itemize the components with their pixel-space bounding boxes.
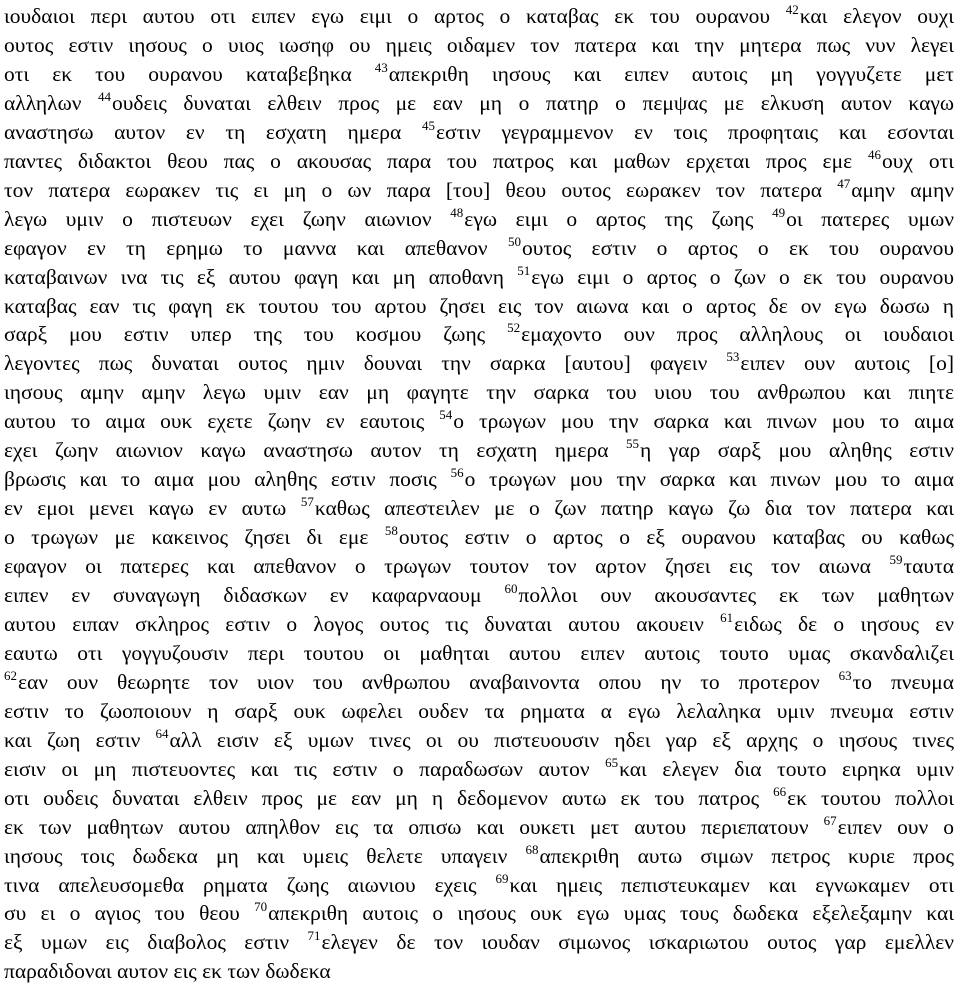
- text-line: [4, 581, 955, 607]
- text-line: [4, 233, 954, 260]
- verse-text: εμαχοντο ουν προς αλληλους οι ιουδαιοι: [521, 322, 954, 347]
- text-line: [4, 262, 954, 289]
- verse-number: 58: [384, 523, 398, 539]
- verse-text: και ελεγον ουχι: [799, 4, 954, 28]
- text-line: [4, 293, 954, 318]
- verse-number: 70: [254, 899, 268, 915]
- verse-text: ο τρωγων μου την σαρκα και πινων μου το αιμα: [464, 467, 954, 492]
- verse-text: τον πατερα εωρακεν τις ει μη ο ων παρα [του] θεου ουτος εωρακεν τον πατερα: [4, 177, 838, 202]
- text-line: [4, 841, 954, 868]
- verse-number: 55: [626, 436, 640, 452]
- text-line: [4, 88, 954, 115]
- verse-text: αμην αμην: [851, 177, 954, 202]
- text-line: [4, 59, 955, 86]
- verse-text: το πνευμα: [852, 669, 954, 694]
- verse-number: 44: [98, 88, 112, 104]
- verse-number: 69: [495, 870, 509, 886]
- text-line: [4, 870, 954, 897]
- text-line: [4, 407, 954, 434]
- verse-text: βρωσις και το αιμα μου αληθης εστιν ποσις: [4, 467, 451, 492]
- verse-number: 56: [450, 465, 464, 481]
- verse-text: ουτος εστιν ο αρτος ο εκ του ουρανου: [521, 235, 954, 260]
- verse-text: αναστησω αυτον εν τη εσχατη ημερα: [4, 119, 422, 144]
- text-line: [4, 382, 954, 404]
- verse-number: 48: [450, 204, 464, 220]
- verse-number: 47: [837, 175, 851, 191]
- text-line: [4, 961, 954, 983]
- verse-text: ουχ οτι: [882, 148, 954, 173]
- text-line: [4, 2, 954, 28]
- verse-number: 61: [720, 609, 734, 625]
- text-line: [4, 320, 954, 347]
- verse-text: απεκριθη αυτοις ο ιησους ουκ εγω υμας τους δωδεκα εξελεξαμην και: [268, 901, 954, 926]
- verse-number: 59: [889, 552, 903, 568]
- verse-number: 50: [507, 233, 521, 249]
- verse-number: 57: [300, 494, 314, 510]
- verse-text: εκ τουτου πολλοι: [787, 785, 954, 810]
- text-line: [4, 523, 954, 550]
- verse-text: εγω ειμι ο αρτος ο ζων ο εκ του ουρανου: [531, 264, 954, 289]
- text-line: [4, 436, 954, 463]
- text-line: [4, 465, 954, 492]
- verse-text: εφαγον εν τη ερημω το μαννα και απεθανον: [4, 235, 508, 260]
- verse-text: ταυτα: [903, 554, 954, 579]
- verse-text: εχει ζωην αιωνιον καγω αναστησω αυτον τη εσχατη ημερα: [4, 438, 627, 463]
- verse-number: 64: [155, 725, 169, 741]
- text-line: [4, 899, 954, 926]
- text-line: [4, 349, 955, 376]
- text-line: [4, 812, 954, 839]
- verse-text: και ζωη εστιν: [4, 727, 156, 752]
- verse-text: εκ των μαθητων αυτου απηλθον εις τα οπισω και ουκετι μετ αυτου περιεπατουν: [4, 814, 824, 839]
- text-line: [4, 32, 954, 57]
- text-line: [4, 204, 955, 231]
- verse-number: 53: [726, 349, 740, 365]
- text-line: [4, 117, 955, 144]
- text-line: [4, 783, 954, 810]
- text-line: [4, 175, 954, 202]
- verse-text: εξ υμων εις διαβολος εστιν: [4, 930, 308, 955]
- text-line: [4, 552, 954, 579]
- verse-text: ελεγεν δε τον ιουδαν σιμωνος ισκαριωτου ουτος γαρ εμελλεν: [321, 930, 954, 955]
- verse-text: εαυτω οτι γογγυζουσιν περι τουτου οι μαθηται αυτου ειπεν αυτοις τουτο υμας σκανδαλιζει: [4, 640, 954, 665]
- verse-text: ο τρωγων μου την σαρκα και πινων μου το αιμα: [453, 409, 954, 434]
- verse-text: αυτου το αιμα ουκ εχετε ζωην εν εαυτοις: [4, 409, 440, 434]
- verse-text: ειπεν ουν αυτοις [ο]: [740, 351, 955, 376]
- verse-text: οτι ουδεις δυναται ελθειν προς με εαν μη η δεδομενον αυτω εκ του πατρος: [4, 785, 774, 810]
- verse-text: εγω ειμι ο αρτος της ζωης: [464, 206, 773, 231]
- verse-text: παντες διδακτοι θεου πας ο ακουσας παρα του πατρος και μαθων ερχεται προς εμε: [4, 148, 869, 173]
- verse-text: σαρξ μου εστιν υπερ της του κοσμου ζωης: [4, 322, 508, 347]
- verse-number: 43: [374, 59, 388, 75]
- verse-text: πολλοι ουν ακουσαντες εκ των μαθητων: [518, 583, 955, 607]
- verse-text: αλληλων: [4, 90, 99, 115]
- text-line: [4, 698, 954, 723]
- verse-text: ιησους τοις δωδεκα μη και υμεις θελετε υπαγειν: [4, 843, 526, 868]
- verse-number: 63: [838, 667, 852, 683]
- verse-text: οτι εκ του ουρανου καταβεβηκα: [4, 61, 375, 86]
- verse-text: εισιν οι μη πιστευοντες και τις εστιν ο παραδωσων αυτον: [4, 756, 606, 781]
- text-line: [4, 667, 954, 694]
- verse-text: και ελεγεν δια τουτο ειρηκα υμιν: [619, 756, 954, 781]
- verse-text: ουτος εστιν ιησους ο υιος ιωσηφ ου ημεις οιδαμεν τον πατερα και την μητερα πως νυν λεγει: [4, 32, 954, 57]
- verse-text: οι πατερες υμων: [786, 206, 955, 231]
- text-line: [4, 928, 954, 955]
- verse-text: καθως απεστειλεν με ο ζων πατηρ καγω ζω δια τον πατερα και: [314, 496, 954, 521]
- verse-text: αυτου ειπαν σκληρος εστιν ο λογος ουτος τις δυναται αυτου ακουειν: [4, 611, 721, 636]
- verse-text: ουτος εστιν ο αρτος ο εξ ουρανου καταβας ου καθως: [398, 525, 954, 550]
- verse-text: ιησους αμην αμην λεγω υμιν εαν μη φαγητε την σαρκα του υιου του ανθρωπου και πιητε: [4, 380, 954, 405]
- verse-text: παραδιδοναι αυτον εις εκ των δωδεκα: [4, 959, 331, 984]
- verse-text: συ ει ο αγιος του θεου: [4, 901, 255, 926]
- verse-text: τινα απελευσομεθα ρηματα ζωης αιωνιου εχεις: [4, 872, 496, 897]
- verse-text: καταβας εαν τις φαγη εκ τουτου του αρτου ζησει εις τον αιωνα και ο αρτος δε ον εγω δωσω η: [4, 293, 954, 318]
- verse-number: 66: [773, 783, 787, 799]
- verse-number: 51: [517, 262, 531, 278]
- verse-number: 71: [307, 928, 321, 944]
- verse-text: εφαγον οι πατερες και απεθανον ο τρωγων τουτον τον αρτον ζησει εις τον αιωνα: [4, 554, 890, 579]
- verse-text: ο τρωγων με κακεινος ζησει δι εμε: [4, 525, 385, 550]
- text-line: [4, 725, 954, 752]
- verse-text: ειδως δε ο ιησους εν: [734, 611, 955, 636]
- verse-text: ιουδαιοι περι αυτου οτι ειπεν εγω ειμι ο αρτος ο καταβας εκ του ουρανου: [4, 4, 786, 28]
- verse-text: καταβαινων ινα τις εξ αυτου φαγη και μη αποθανη: [4, 264, 518, 289]
- verse-text: ειπεν ουν ο: [837, 814, 954, 839]
- verse-text: και ημεις πεπιστευκαμεν και εγνωκαμεν οτι: [509, 872, 954, 897]
- verse-text: λεγοντες πως δυναται ουτος ημιν δουναι την σαρκα [αυτου] φαγειν: [4, 351, 727, 376]
- verse-number: 65: [605, 754, 619, 770]
- verse-number: 62: [4, 667, 17, 683]
- verse-text: λεγω υμιν ο πιστευων εχει ζωην αιωνιον: [4, 206, 451, 231]
- verse-text: ουδεις δυναται ελθειν προς με εαν μη ο πατηρ ο πεμψας με ελκυση αυτον καγω: [112, 90, 954, 115]
- verse-text: εν εμοι μενει καγω εν αυτω: [4, 496, 301, 521]
- verse-number: 49: [772, 204, 786, 220]
- text-line: [4, 640, 954, 665]
- verse-number: 42: [785, 2, 799, 17]
- text-line: [4, 494, 954, 521]
- verse-number: 60: [504, 581, 518, 596]
- text-line: [4, 754, 954, 781]
- verse-text: η γαρ σαρξ μου αληθης εστιν: [640, 438, 954, 463]
- verse-number: 54: [439, 407, 453, 423]
- verse-text: απεκριθη αυτω σιμων πετρος κυριε προς: [539, 843, 954, 868]
- text-line: [4, 609, 955, 636]
- verse-text: ειπεν εν συναγωγη διδασκων εν καφαρναουμ: [4, 583, 505, 607]
- verse-text: εστιν γεγραμμενον εν τοις προφηταις και εσονται: [435, 119, 955, 144]
- verse-text: εαν ουν θεωρητε τον υιον του ανθρωπου αναβαινοντα οπου ην το προτερον: [18, 669, 839, 694]
- verse-number: 67: [823, 812, 837, 828]
- verse-text: αλλ εισιν εξ υμων τινες οι ου πιστευουσιν ηδει γαρ εξ αρχης ο ιησους τινες: [169, 727, 954, 752]
- text-line: [4, 146, 954, 173]
- verse-text: εστιν το ζωοποιουν η σαρξ ουκ ωφελει ουδεν τα ρηματα α εγω λελαληκα υμιν πνευμα εστιν: [4, 698, 954, 723]
- verse-number: 68: [525, 841, 539, 857]
- verse-number: 45: [421, 117, 435, 133]
- verse-number: 46: [868, 146, 882, 162]
- verse-number: 52: [507, 320, 521, 336]
- verse-text: απεκριθη ιησους και ειπεν αυτοις μη γογγυζετε μετ: [388, 61, 955, 86]
